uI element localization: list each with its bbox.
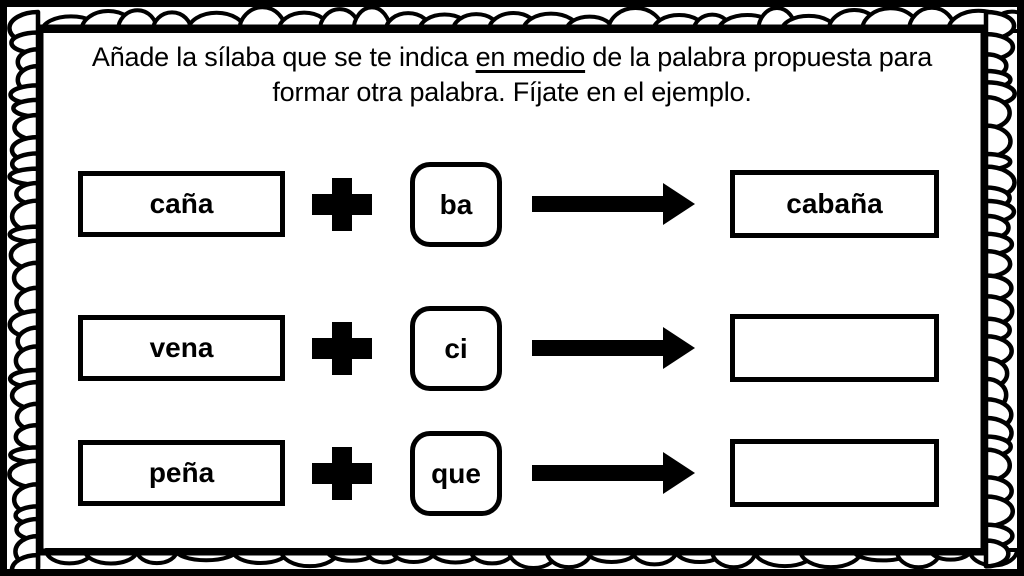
right-arrow-icon: [532, 451, 695, 495]
word-label: vena: [149, 332, 214, 363]
plus-icon: [312, 178, 372, 231]
word-label: caña: [149, 188, 214, 219]
syllable-label: ci: [444, 332, 468, 364]
right-arrow-icon: [532, 182, 695, 226]
instructions-line1-post: de la palabra propuesta para: [585, 42, 933, 72]
word-box: [78, 315, 285, 381]
instructions-line1-pre: Añade la sílaba que se te indica: [91, 42, 476, 72]
plus-icon: [312, 447, 372, 500]
syllable-box: [410, 306, 502, 391]
syllable-label: que: [431, 457, 481, 489]
answer-box-blank[interactable]: [730, 314, 939, 382]
exercise-row-1: [0, 162, 1024, 247]
instructions-line2: formar otra palabra. Fíjate en el ejemplo.: [272, 77, 752, 107]
syllable-box: [410, 162, 502, 247]
plus-icon: [312, 322, 372, 375]
syllable-label: ba: [439, 188, 473, 220]
right-arrow-icon: [532, 326, 695, 370]
answer-box-blank[interactable]: [730, 439, 939, 507]
syllable-box: [410, 431, 502, 516]
answer-box-filled: [730, 170, 939, 238]
exercise-row-2: [0, 306, 1024, 391]
instructions-text: [44, 40, 980, 110]
exercise-row-3: [0, 431, 1024, 516]
word-box: [78, 171, 285, 237]
word-label: peña: [148, 457, 215, 488]
word-box: [78, 440, 285, 506]
answer-label: cabaña: [786, 188, 883, 219]
underlined-phrase: en medio: [475, 42, 586, 72]
